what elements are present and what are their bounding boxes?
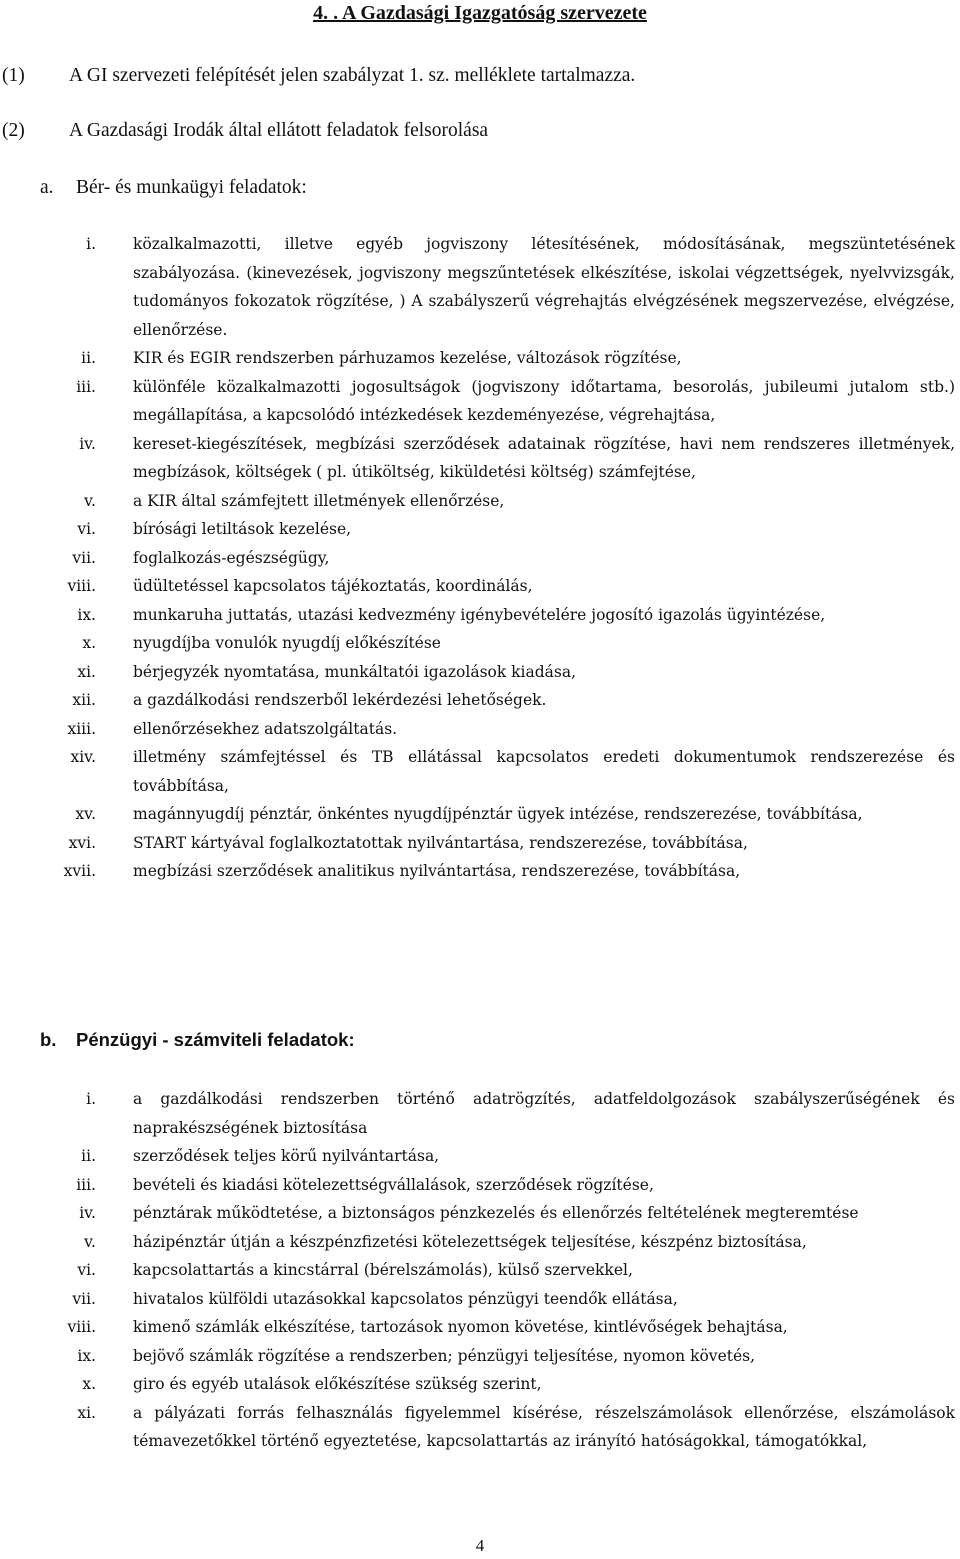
list-item	[0, 344, 960, 373]
list-item-text: házipénztár útján a készpénzfizetési kötelezettségek teljesítése, készpénz biztosítása,	[133, 1232, 807, 1251]
list-item-text: bevételi és kiadási kötelezettségvállalások, szerződések rögzítése,	[133, 1175, 654, 1194]
list-item	[0, 686, 960, 715]
paragraph-text: A Gazdasági Irodák által ellátott feladatok felsorolása	[69, 120, 489, 141]
list-item	[0, 1171, 960, 1200]
list-item-text: illetmény számfejtéssel és TB ellátással kapcsolatos eredeti dokumentumok rendszerezése és továbbítása,	[133, 748, 955, 795]
section-title: Bér- és munkaügyi feladatok:	[76, 177, 307, 198]
page-number: 4	[475, 1536, 485, 1555]
section-letter: b.	[40, 1029, 57, 1050]
list-item	[0, 658, 960, 687]
paragraph-number: (2)	[2, 120, 25, 141]
list-item-number: iv.	[79, 434, 96, 453]
list-item	[0, 601, 960, 630]
list-item-text: KIR és EGIR rendszerben párhuzamos kezelése, változások rögzítése,	[133, 349, 682, 367]
list-item-text: szerződések teljes körű nyilvántartása,	[133, 1147, 440, 1165]
list-item-text: pénztárak működtetése, a biztonságos pénzkezelés és ellenőrzés feltételének megteremtése	[133, 1204, 859, 1222]
list-item-text: különféle közalkalmazotti jogosultságok (jogviszony időtartama, besorolás, jubileumi jutalom stb.) megállapítása, a kapcsolódó intézkedések kezdeményezése, végrehajtása,	[133, 377, 955, 424]
list-item	[0, 1342, 960, 1371]
list-item-number: v.	[84, 1232, 96, 1251]
list-item-number: ix.	[77, 605, 96, 624]
list-item	[0, 230, 960, 344]
list-item-text: giro és egyéb utalások előkészítése szükség szerint,	[133, 1375, 542, 1393]
list-item-number: vii.	[72, 1289, 96, 1308]
list-item	[0, 1228, 960, 1257]
list-item-text: nyugdíjba vonulók nyugdíj előkészítése	[133, 634, 441, 652]
list-item-number: x.	[82, 634, 96, 652]
list-item	[0, 515, 960, 544]
list-item-text: hivatalos külföldi utazásokkal kapcsolatos pénzügyi teendők ellátása,	[133, 1289, 678, 1308]
section-a-list	[0, 230, 960, 886]
list-item-number: viii.	[67, 1318, 96, 1336]
list-item-text: bérjegyzék nyomtatása, munkáltatói igazolások kiadása,	[133, 662, 577, 681]
list-item	[0, 1285, 960, 1314]
list-item-number: xvi.	[68, 833, 96, 852]
list-item-text: foglalkozás-egészségügy,	[133, 548, 330, 567]
list-item	[0, 743, 960, 800]
list-item	[0, 1313, 960, 1342]
list-item-number: xi.	[77, 662, 96, 681]
list-item-text: START kártyával foglalkoztatottak nyilvántartása, rendszerezése, továbbítása,	[133, 833, 748, 852]
section-title: Pénzügyi - számviteli feladatok:	[76, 1029, 355, 1050]
list-item-number: xvii.	[63, 862, 96, 880]
list-item-number: xii.	[72, 691, 96, 709]
section-letter: a.	[40, 177, 54, 198]
list-item-number: x.	[82, 1375, 96, 1393]
list-item	[0, 715, 960, 744]
list-item	[0, 857, 960, 886]
list-item-text: a KIR által számfejtett illetmények ellenőrzése,	[133, 491, 505, 510]
list-item-number: iii.	[76, 377, 96, 396]
list-item	[0, 629, 960, 658]
list-item-text: bejövő számlák rögzítése a rendszerben; pénzügyi teljesítése, nyomon követés,	[133, 1346, 756, 1365]
list-item-text: ellenőrzésekhez adatszolgáltatás.	[133, 719, 398, 738]
list-item	[0, 544, 960, 573]
list-item	[0, 800, 960, 829]
list-item	[0, 829, 960, 858]
list-item-text: megbízási szerződések analitikus nyilvántartása, rendszerezése, továbbítása,	[133, 862, 741, 880]
list-item-text: a pályázati forrás felhasználás figyelemmel kísérése, részelszámolások ellenőrzése, elszámolások témavezetőkkel történő egyeztetése, kapcsolattartás az irányító hatóságokkal, támogatókkal,	[133, 1403, 955, 1450]
list-item	[0, 1370, 960, 1399]
list-item	[0, 487, 960, 516]
list-item-text: munkaruha juttatás, utazási kedvezmény igénybevételére jogosító igazolás ügyintézése,	[133, 605, 826, 624]
page-title: 4. . A Gazdasági Igazgatóság szervezete	[313, 2, 647, 24]
list-item	[0, 1085, 960, 1142]
list-item-number: v.	[84, 491, 96, 510]
list-item-text: magánnyugdíj pénztár, önkéntes nyugdíjpénztár ügyek intézése, rendszerezése, továbbítása,	[133, 805, 863, 823]
list-item-text: kapcsolattartás a kincstárral (bérelszámolás), külső szervekkel,	[133, 1261, 633, 1279]
section-b-heading	[40, 1027, 355, 1053]
paragraph-text: A GI szervezeti felépítését jelen szabályzat 1. sz. melléklete tartalmazza.	[69, 65, 636, 86]
list-item	[0, 1142, 960, 1171]
list-item-number: vii.	[72, 548, 96, 567]
list-item-text: bírósági letiltások kezelése,	[133, 520, 352, 538]
list-item-number: viii.	[67, 577, 96, 595]
paragraph-number: (1)	[2, 65, 25, 86]
list-item-text: üdültetéssel kapcsolatos tájékoztatás, koordinálás,	[133, 577, 533, 595]
list-item-number: ii.	[81, 349, 96, 367]
list-item	[0, 1399, 960, 1456]
list-item-number: ii.	[81, 1147, 96, 1165]
list-item	[0, 373, 960, 430]
list-item-text: kereset-kiegészítések, megbízási szerződések adatainak rögzítése, havi nem rendszeres illetmények, megbízások, költségek ( pl. útiköltség, kiküldetési költség) számfejtése,	[133, 434, 955, 481]
list-item-number: xi.	[77, 1403, 96, 1422]
list-item-number: xiv.	[70, 748, 96, 766]
list-item-text: közalkalmazotti, illetve egyéb jogviszony létesítésének, módosításának, megszüntetésének szabályozása. (kinevezések, jogviszony megszűntetések elkészítése, iskolai végzettségek, nyelvvizsgák, tudományos fokozatok rögzítése, ) A szabályszerű végrehajtás elvégzésének megszervezése, elvégzése, ellenőrzése.	[133, 235, 955, 339]
list-item-text: a gazdálkodási rendszerben történő adatrögzítés, adatfeldolgozások szabályszerűségének és naprakészségének biztosítása	[133, 1090, 955, 1137]
list-item	[0, 572, 960, 601]
section-a-heading	[40, 175, 307, 201]
list-item-text: kimenő számlák elkészítése, tartozások nyomon követése, kintlévőségek behajtása,	[133, 1318, 788, 1336]
list-item-number: vi.	[77, 520, 96, 538]
list-item-number: vi.	[77, 1261, 96, 1279]
list-item-number: xv.	[75, 805, 96, 823]
list-item	[0, 430, 960, 487]
list-item-number: xiii.	[67, 719, 96, 738]
list-item-number: i.	[86, 235, 96, 253]
list-item-text: a gazdálkodási rendszerből lekérdezési lehetőségek.	[133, 691, 547, 709]
section-b-list	[0, 1085, 960, 1456]
list-item	[0, 1199, 960, 1228]
list-item	[0, 1256, 960, 1285]
list-item-number: ix.	[77, 1346, 96, 1365]
list-item-number: iv.	[79, 1204, 96, 1222]
list-item-number: i.	[86, 1090, 96, 1108]
list-item-number: iii.	[76, 1175, 96, 1194]
